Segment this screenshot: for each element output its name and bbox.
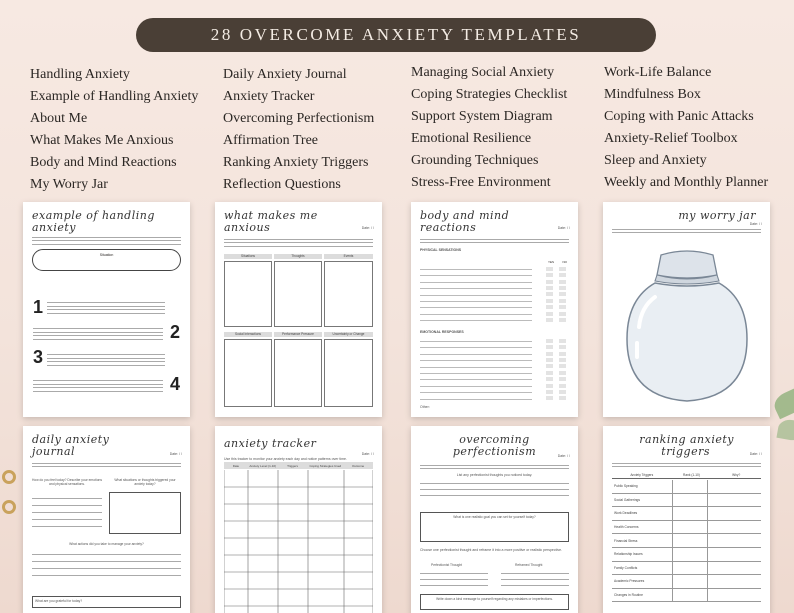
template-name: Reflection Questions [223,177,341,192]
template-list-column-4 [604,62,768,194]
template-name: Body and Mind Reactions [30,155,177,170]
binder-ring-decoration [2,470,16,484]
yes-label: YES [547,260,554,264]
template-list-column-2 [223,64,374,196]
checklist-line [420,379,532,380]
page-body-and-mind-reactions [411,202,578,417]
yes-checkbox[interactable] [546,273,553,277]
yes-checkbox[interactable] [546,286,553,290]
other-label: Other: [420,405,430,409]
no-checkbox[interactable] [559,267,566,271]
checklist-physical [420,266,570,324]
page-title: overcoming [459,433,530,446]
yes-checkbox[interactable] [546,358,553,362]
template-name: Overcoming Perfectionism [223,111,375,126]
date-field: Date: / / [749,222,762,226]
grid-header: Situations [224,254,272,259]
template-name: Managing Social Anxiety [411,65,555,80]
checklist-line [420,314,532,315]
yes-checkbox[interactable] [546,280,553,284]
template-name: Weekly and Monthly Planner [604,175,769,190]
checklist-line [420,295,532,296]
title-banner: 28 OVERCOME ANXIETY TEMPLATES [136,18,656,52]
column-label: Perfectionist Thought [431,563,463,567]
question-actions: What actions did you take to manage your anxiety? [69,542,144,546]
text-line [32,466,181,467]
question-triggers: What situations or thoughts triggered your anxiety today? [114,478,176,486]
binder-ring-decoration [2,500,16,514]
no-checkbox[interactable] [559,273,566,277]
tracker-header: Triggers [287,463,298,468]
step-number: 2 [170,322,181,342]
no-checkbox[interactable] [559,377,566,381]
tracker-header-row [224,462,373,469]
step-number: 4 [170,374,181,394]
text-line [420,468,569,469]
yes-checkbox[interactable] [546,305,553,309]
page-what-makes-me-anxious [215,202,382,417]
checklist-line [420,275,532,276]
step-1-text [47,300,165,316]
template-name: Example of Handling Anxiety [30,89,199,104]
checklist-line [420,373,532,374]
grid-cell [324,261,373,327]
rank-cell [672,562,708,575]
trigger-label: Financial Stress [614,538,638,543]
section-heading: EMOTIONAL RESPONSES [420,330,464,334]
page-title: body and mind [420,209,510,222]
template-name: Ranking Anxiety Triggers [223,155,369,170]
trigger-label: Academic Pressures [614,579,645,584]
text-line [32,463,181,464]
yes-checkbox[interactable] [546,390,553,394]
ranking-table [612,480,761,602]
question-perfectionist-thoughts: List any perfectionist thoughts you noticed today. [456,473,533,478]
template-name: Anxiety-Relief Toolbox [604,131,738,146]
no-checkbox[interactable] [559,358,566,362]
checklist-line [420,354,532,355]
trigger-label: Changes in Routine [614,593,643,598]
template-name: Coping with Panic Attacks [604,109,754,124]
grid-header: Events [324,254,373,259]
no-checkbox[interactable] [559,396,566,400]
checklist-row [420,396,570,402]
page-anxiety-tracker [215,426,382,613]
table-row [612,562,761,576]
anxiety-grid [224,254,373,409]
checklist-line [420,367,532,368]
table-row [612,534,761,548]
grid-cell [324,339,373,407]
yes-checkbox[interactable] [546,364,553,368]
template-name: About Me [30,111,88,126]
answer-lines-actions [32,548,181,582]
question-goal: What is one realistic goal you can set for yourself today? [453,515,536,519]
template-name: Affirmation Tree [223,133,319,148]
text-line [420,465,569,466]
template-name: Sleep and Anxiety [604,153,707,168]
no-checkbox[interactable] [559,390,566,394]
table-row [612,507,761,521]
text-line [32,237,181,238]
rank-cell [672,589,708,602]
text-line [612,463,761,464]
template-name: Emotional Resilience [411,131,532,146]
date-field: Date: / / [557,226,570,230]
trigger-label: Family Conflicts [614,565,638,570]
no-checkbox[interactable] [559,345,566,349]
checklist-line [420,282,532,283]
yes-checkbox[interactable] [546,318,553,322]
page-title-line-2: triggers [661,445,710,458]
reframe-lines [501,568,569,591]
no-checkbox[interactable] [559,352,566,356]
yes-checkbox[interactable] [546,299,553,303]
no-checkbox[interactable] [559,286,566,290]
kind-message-box [420,594,569,610]
checklist-line [420,320,532,321]
grid-header: Social Interactions [224,332,272,337]
rank-cell [672,494,708,507]
page-overcoming-perfectionism [411,426,578,613]
question-kind-message: Write down a kind message to yourself regarding any mistakes or imperfections. [436,597,553,601]
grid-header: Performance Pressure [274,332,322,337]
text-line [224,246,373,247]
date-field: Date: / / [749,452,762,456]
date-field: Date: / / [361,226,374,230]
no-checkbox[interactable] [559,339,566,343]
trigger-label: Relationship Issues [614,552,643,557]
page-title: what makes me [224,209,318,222]
grateful-box [32,596,181,608]
no-checkbox[interactable] [559,371,566,375]
date-field: Date: / / [361,452,374,456]
no-checkbox[interactable] [559,299,566,303]
date-field: Date: / / [557,454,570,458]
yes-checkbox[interactable] [546,312,553,316]
table-row [612,480,761,494]
template-list-column-1 [30,64,198,196]
page-title: example of handling [32,209,155,222]
tracker-header: Anxiety Level (1-10) [249,463,277,468]
step-2-text [33,326,163,342]
tracker-grid [224,470,373,613]
column-label: Reframed Thought [515,563,543,567]
rank-cell [672,575,708,588]
no-checkbox[interactable] [559,280,566,284]
answer-box-triggers [109,492,181,534]
template-name: What Makes Me Anxious [30,133,174,148]
checklist-line [420,399,532,400]
trigger-label: Social Gatherings [614,497,641,502]
yes-checkbox[interactable] [546,396,553,400]
eucalyptus-leaf-decoration [771,387,794,420]
yes-checkbox[interactable] [546,345,553,349]
text-line [224,239,373,240]
page-title: daily anxiety [32,433,110,446]
ranking-header: Anxiety Triggers [630,473,654,477]
template-name: Mindfulness Box [604,87,701,102]
template-name: Daily Anxiety Journal [223,67,347,82]
grid-cell [224,261,272,327]
ranking-header-row [612,472,761,479]
rank-cell [672,548,708,561]
date-field: Date: / / [169,452,182,456]
checklist-line [420,269,532,270]
page-my-worry-jar [603,202,770,417]
no-checkbox[interactable] [559,292,566,296]
step-3-text [47,352,165,368]
no-checkbox[interactable] [559,364,566,368]
rank-cell [672,480,708,493]
yes-checkbox[interactable] [546,339,553,343]
checklist-line [420,347,532,348]
no-checkbox[interactable] [559,305,566,309]
table-row [612,521,761,535]
page-ranking-anxiety-triggers [603,426,770,613]
trigger-label: Work Deadlines [614,511,638,516]
text-line [420,239,569,240]
text-line [612,229,761,230]
template-name: My Worry Jar [30,177,108,192]
yes-checkbox[interactable] [546,352,553,356]
situation-label: Situation [99,252,114,257]
table-row [612,494,761,508]
no-label: NO [562,260,567,264]
thought-lines [420,568,488,591]
text-line [612,232,761,233]
checklist-line [420,392,532,393]
no-checkbox[interactable] [559,384,566,388]
template-name: Handling Anxiety [30,67,130,82]
table-row [612,589,761,603]
yes-checkbox[interactable] [546,371,553,375]
checklist-row [420,317,570,323]
ranking-header: Why? [732,473,741,477]
trigger-label: Health Concerns [614,525,639,530]
question-feelings: How do you feel today? Describe your emotions and physical sensations. [32,478,103,486]
text-line [420,242,569,243]
yes-checkbox[interactable] [546,292,553,296]
checklist-emotional [420,338,570,402]
page-daily-anxiety-journal [23,426,190,613]
rank-cell [672,507,708,520]
text-line [32,244,181,245]
page-title-line-2: journal [32,445,76,458]
page-title: my worry jar [678,209,756,222]
trigger-label: Public Speaking [614,484,638,489]
goal-box [420,512,569,542]
table-row [612,575,761,589]
yes-checkbox[interactable] [546,267,553,271]
page-title-line-2: perfectionism [452,445,537,458]
page-example-of-handling-anxiety [23,202,190,417]
no-checkbox[interactable] [559,312,566,316]
jar-illustration [621,247,753,407]
template-name: Coping Strategies Checklist [411,87,568,102]
question-reframe: Choose one perfectionist thought and reframe it into a more positive or realistic perspective. [420,548,563,552]
text-line [224,242,373,243]
checklist-line [420,301,532,302]
grid-cell [274,339,322,407]
section-heading: PHYSICAL SENSATIONS [420,248,462,253]
page-title: ranking anxiety [639,433,734,446]
text-line [612,466,761,467]
page-title-line-2: anxiety [32,221,77,234]
grid-cell [274,261,322,327]
page-title: anxiety tracker [224,437,317,450]
template-name: Support System Diagram [411,109,553,124]
page-title-line-2: anxious [224,221,271,234]
grid-header: Thoughts [274,254,322,259]
grid-header: Uncertainty or Change [324,332,373,337]
text-line [32,240,181,241]
template-name: Stress-Free Environment [411,175,551,190]
answer-lines-feelings [32,492,102,533]
table-row [612,548,761,562]
template-name: Grounding Techniques [411,153,539,168]
template-list-column-3 [411,62,567,194]
yes-checkbox[interactable] [546,377,553,381]
grid-cell [224,339,272,407]
tracker-header: Coping Strategies Used [309,463,342,468]
ranking-header: Rank (1-10) [683,473,700,477]
step-number: 1 [33,297,44,317]
no-checkbox[interactable] [559,318,566,322]
step-4-text [33,378,163,394]
situation-box [32,249,181,271]
answer-lines [420,483,569,496]
rank-cell [672,521,708,534]
tracker-intro: Use this tracker to monitor your anxiety each day and notice patterns over time. [224,457,347,461]
checklist-line [420,288,532,289]
template-name: Anxiety Tracker [223,89,315,104]
checklist-line [420,386,532,387]
checklist-line [420,307,532,308]
checklist-line [420,341,532,342]
tracker-header: Outcome [352,463,365,468]
yes-checkbox[interactable] [546,384,553,388]
page-title-line-2: reactions [420,221,477,234]
question-grateful: What are you grateful for today? [35,599,83,603]
template-name: Work-Life Balance [604,65,712,80]
checklist-line [420,360,532,361]
eucalyptus-leaf-decoration [776,418,794,442]
step-number: 3 [33,347,44,367]
rank-cell [672,534,708,547]
tracker-header: Date [232,463,240,468]
